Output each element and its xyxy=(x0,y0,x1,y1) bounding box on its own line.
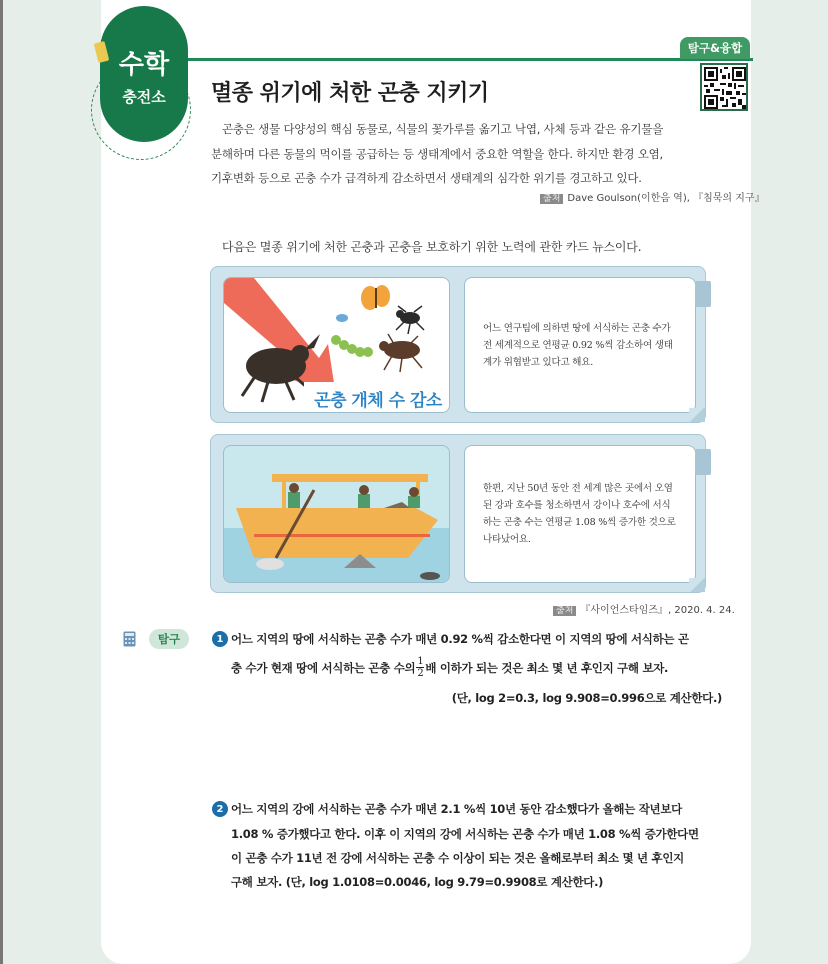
question-2-line: 구해 보자. (단, log 1.0108=0.0046, log 9.79=0.9908로 계산한다.) xyxy=(231,875,604,889)
question-1-number: 1 xyxy=(212,631,228,647)
cleanup-boat-icon xyxy=(224,446,450,583)
card-clip xyxy=(695,449,711,475)
question-1-text: 충 수가 현재 땅에 서식하는 곤충 수의 xyxy=(231,660,416,675)
question-2-line: 1.08 % 증가했다고 한다. 이후 이 지역의 강에 서식하는 곤충 수가 매년 1.08 %씩 증가한다면 xyxy=(231,827,699,841)
page-edge xyxy=(0,0,3,964)
badge-title: 수학 xyxy=(118,49,170,80)
card-news-1 xyxy=(210,266,706,423)
qr-code[interactable] xyxy=(700,63,748,111)
page-title: 멸종 위기에 처한 곤충 지키기 xyxy=(211,81,489,106)
card1-text: 어느 연구팀에 의하면 땅에 서식하는 곤충 수가 전 세계적으로 연평균 0.92 %씩 감소하여 생태계가 위협받고 있다고 해요. xyxy=(483,322,673,368)
header-rule xyxy=(150,58,753,61)
intro-line: 곤충은 생물 다양성의 핵심 동물로, 식물의 꽃가루를 옮기고 낙엽, 사체 등과 같은 유기물을 xyxy=(222,122,664,136)
card-fold xyxy=(689,578,705,592)
fraction-numerator: 1 xyxy=(417,656,424,667)
fraction-half xyxy=(416,656,424,679)
intro-line: 기후변화 등으로 곤충 수가 급격하게 감소하면서 생태계의 심각한 위기를 경고하고 있다. xyxy=(211,171,642,185)
source-tag: 출처 xyxy=(553,606,576,616)
badge-subtitle: 충전소 xyxy=(122,87,166,106)
calculator-icon xyxy=(123,631,136,647)
intro-paragraph xyxy=(211,117,723,191)
qr-code-icon xyxy=(704,67,746,109)
question-2-line: 어느 지역의 강에 서식하는 곤충 수가 매년 2.1 %씩 10년 동안 감소했다가 올해는 작년보다 xyxy=(231,802,682,816)
card1-banner: 곤충 개체 수 감소 xyxy=(304,382,450,413)
explore-label: 탐구 xyxy=(149,629,189,649)
card-news-lead: 다음은 멸종 위기에 처한 곤충과 곤충을 보호하기 위한 노력에 관한 카드 뉴스이다. xyxy=(222,240,642,254)
card-fold xyxy=(689,408,705,422)
fraction-denominator: 2 xyxy=(417,668,424,679)
source-tag: 출처 xyxy=(540,194,563,204)
question-1-hint: (단, log 2=0.3, log 9.908=0.996으로 계산한다.) xyxy=(451,691,722,705)
card-source xyxy=(553,601,735,616)
section-badge xyxy=(100,6,188,142)
topic-tag: 탐구&융합 xyxy=(680,37,750,59)
question-2-number: 2 xyxy=(212,801,228,817)
card2-text: 한편, 지난 50년 동안 전 세계 많은 곳에서 오염된 강과 호수를 청소하면서 강이나 호수에 서식하는 곤충 수는 연평균 1.08 %씩 증가한 것으로 나타났어요. xyxy=(483,483,676,545)
card-news-2 xyxy=(210,434,706,593)
river-cleanup-illustration xyxy=(223,445,450,583)
card-clip xyxy=(695,281,711,307)
question-1-line: 어느 지역의 땅에 서식하는 곤충 수가 매년 0.92 %씩 감소한다면 이 지역의 땅에 서식하는 곤 xyxy=(231,632,689,646)
question-1-text: 배 이하가 되는 것은 최소 몇 년 후인지 구해 보자. xyxy=(425,660,669,675)
source-text: Dave Goulson(이한음 역), 『침묵의 지구』 xyxy=(567,193,765,204)
question-1-line xyxy=(231,656,668,679)
insect-decline-illustration xyxy=(223,277,450,413)
card2-text-panel xyxy=(464,445,696,583)
intro-line: 분해하며 다른 동물의 먹이를 공급하는 등 생태계에서 중요한 역할을 한다. 하지만 환경 오염, xyxy=(211,146,664,161)
intro-source xyxy=(540,189,765,204)
source-text: 『사이언스타임즈』, 2020. 4. 24. xyxy=(580,605,735,616)
card1-text-panel xyxy=(464,277,696,413)
question-2-line: 이 곤충 수가 11년 전 강에 서식하는 곤충 수 이상이 되는 것은 올해로부터 최소 몇 년 후인지 xyxy=(231,851,684,865)
